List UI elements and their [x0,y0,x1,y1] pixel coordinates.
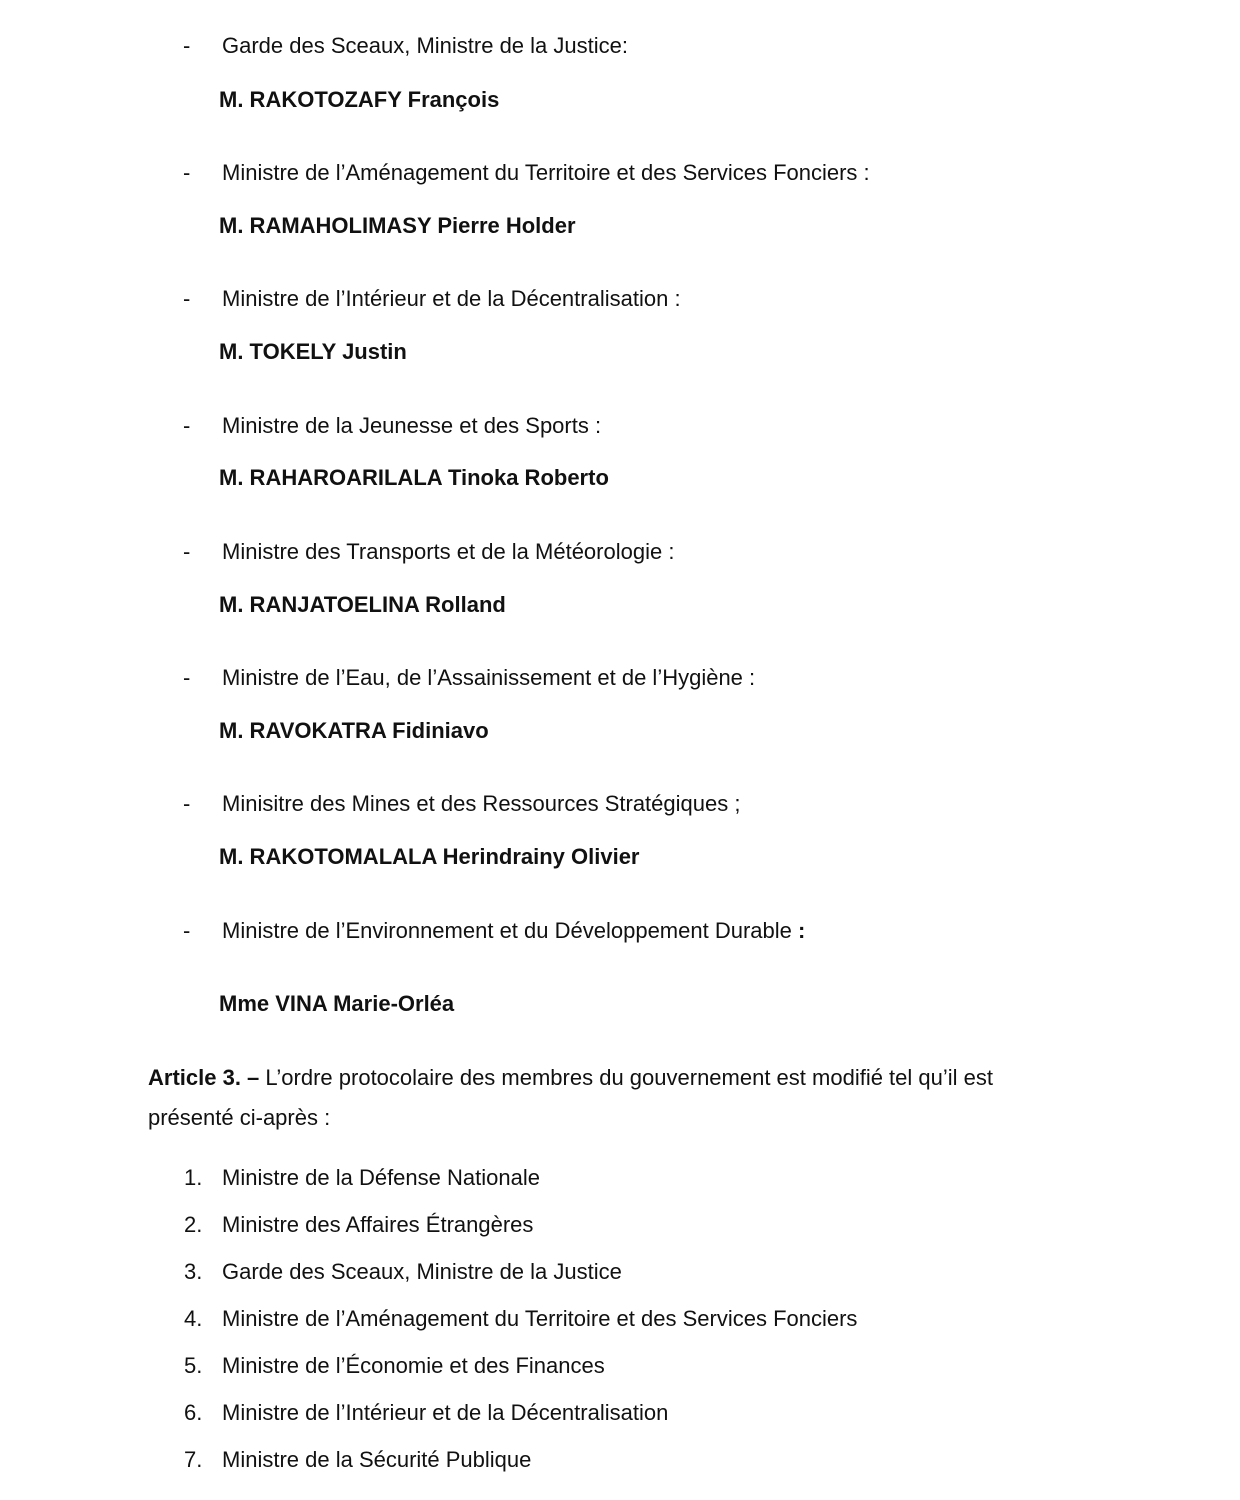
ministry-title-colon: : [798,918,806,943]
order-item: Garde des Sceaux, Ministre de la Justice [222,1259,622,1284]
list-dash: - [183,413,191,438]
order-number: 6. [184,1400,203,1425]
list-dash: - [183,539,191,564]
order-item: Ministre de la Défense Nationale [222,1165,540,1190]
order-item: Ministre de l’Économie et des Finances [222,1353,605,1378]
minister-name: M. RAHAROARILALA Tinoka Roberto [219,465,609,490]
list-dash: - [183,160,191,185]
ministry-title-text: Ministre de l’Environnement et du Développement Durable [222,918,792,943]
ministry-title: Ministre de la Jeunesse et des Sports : [222,413,602,438]
order-number: 1. [184,1165,203,1190]
minister-name: M. RAKOTOZAFY François [219,87,500,112]
order-number: 7. [184,1447,203,1472]
order-number: 2. [184,1212,203,1237]
minister-name: M. RAKOTOMALALA Herindrainy Olivier [219,844,640,869]
article-3-text: L’ordre protocolaire des membres du gouvernement est modifié tel qu’il est [259,1065,993,1090]
order-item: Ministre de la Sécurité Publique [222,1447,532,1472]
article-3-text-continued: présenté ci-après : [148,1105,331,1130]
minister-name: M. RAVOKATRA Fidiniavo [219,718,489,743]
order-item: Ministre de l’Aménagement du Territoire et des Services Fonciers [222,1306,858,1331]
ministry-title: Minisitre des Mines et des Ressources Stratégiques ; [222,791,741,816]
list-dash: - [183,286,191,311]
minister-name: M. RAMAHOLIMASY Pierre Holder [219,213,576,238]
ministry-title: Ministre de l’Intérieur et de la Décentralisation : [222,286,681,311]
article-3-label: Article 3. – [148,1065,260,1090]
ministry-title: Ministre de l’Eau, de l’Assainissement et de l’Hygiène : [222,665,756,690]
list-dash: - [183,665,191,690]
list-dash: - [183,918,191,943]
minister-name: M. TOKELY Justin [219,339,407,364]
minister-name: M. RANJATOELINA Rolland [219,592,506,617]
minister-name: Mme VINA Marie-Orléa [219,991,455,1016]
order-item: Ministre des Affaires Étrangères [222,1212,534,1237]
ministry-title: Ministre des Transports et de la Météorologie : [222,539,675,564]
order-number: 3. [184,1259,203,1284]
ministry-title [222,918,805,944]
order-number: 5. [184,1353,203,1378]
list-dash: - [183,791,191,816]
order-item: Ministre de l’Intérieur et de la Décentralisation [222,1400,669,1425]
article-3-paragraph [148,1065,993,1091]
ministry-title: Ministre de l’Aménagement du Territoire et des Services Fonciers : [222,160,870,185]
order-number: 4. [184,1306,203,1331]
list-dash: - [183,33,191,58]
ministry-title: Garde des Sceaux, Ministre de la Justice: [222,33,628,58]
